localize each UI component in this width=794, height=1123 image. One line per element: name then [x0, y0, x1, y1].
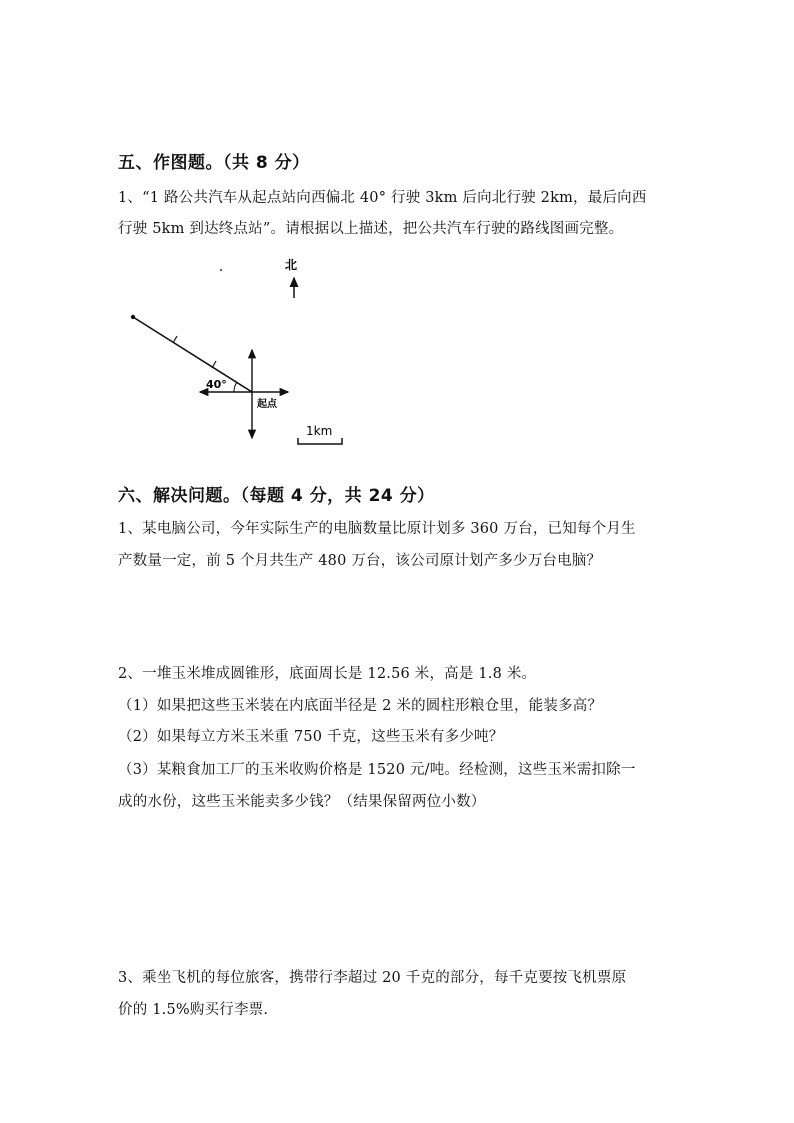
stray-dot — [220, 269, 222, 271]
scale-label: 1km — [306, 424, 333, 438]
north-label: 北 — [285, 258, 298, 272]
s6-q2-sub3-line1: （3）某粮食加工厂的玉米收购价格是 1520 元/吨。经检测，这些玉米需扣除一 — [118, 762, 636, 778]
tick-mark-1 — [173, 336, 177, 343]
s6-q1-line2: 产数量一定，前 5 个月共生产 480 万台，该公司原计划产多少万台电脑？ — [118, 553, 602, 569]
scale-bar — [298, 438, 342, 444]
s6-q3-line1: 3、乘坐飞机的每位旅客，携带行李超过 20 千克的部分，每千克要按飞机票原 — [118, 970, 627, 986]
s6-q2-line1: 2、一堆玉米堆成圆锥形，底面周长是 12.56 米，高是 1.8 米。 — [118, 666, 537, 682]
s6-q2-sub2: （2）如果每立方米玉米重 750 千克，这些玉米有多少吨？ — [118, 729, 504, 745]
route-segment-1 — [133, 317, 252, 392]
section-5-heading: 五、作图题。（共 8 分） — [118, 153, 310, 173]
tick-mark-2 — [212, 361, 216, 368]
s6-q2-sub3-line2: 成的水份，这些玉米能卖多少钱？（结果保留两位小数） — [118, 794, 486, 810]
start-label: 起点 — [257, 399, 277, 410]
route-endpoint — [131, 315, 135, 319]
route-diagram — [120, 252, 380, 452]
s5-q1-line2: 行驶 5km 到达终点站”。请根据以上描述，把公共汽车行驶的路线图画完整。 — [118, 221, 624, 237]
angle-arc — [234, 382, 237, 392]
s6-q1-line1: 1、某电脑公司，今年实际生产的电脑数量比原计划多 360 万台，已知每个月生 — [118, 521, 636, 537]
section-6-heading: 六、解决问题。（每题 4 分，共 24 分） — [118, 486, 435, 506]
s5-q1-line1: 1、“1 路公共汽车从起点站向西偏北 40° 行驶 3km 后向北行驶 2km，最后向西 — [118, 190, 647, 206]
angle-label: 40° — [206, 378, 227, 391]
s6-q2-sub1: （1）如果把这些玉米装在内底面半径是 2 米的圆柱形粮仓里，能装多高？ — [118, 698, 603, 714]
s6-q3-line2: 价的 1.5%购买行李票. — [118, 1002, 269, 1018]
